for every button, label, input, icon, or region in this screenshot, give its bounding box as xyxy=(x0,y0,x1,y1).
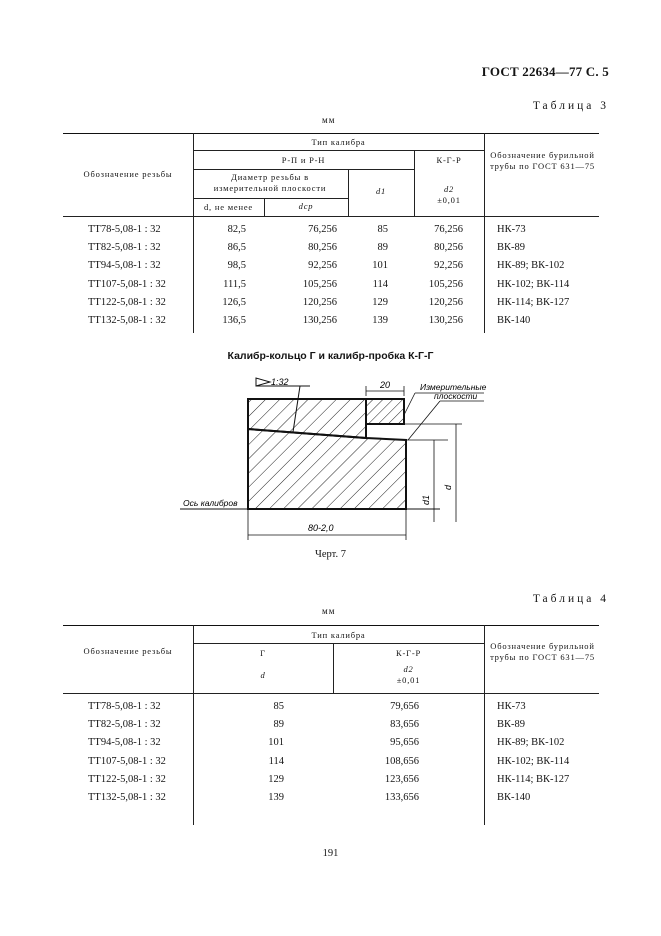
drawing-caption: Черт. 7 xyxy=(315,549,346,560)
table4-col-d2: d2 xyxy=(403,664,414,674)
thread-designation: ТТ94-5,08-1 : 32 xyxy=(88,737,161,749)
diameter-mean: 130,256 xyxy=(302,315,337,326)
diameter-d2: 108,656 xyxy=(384,755,419,767)
diameter-mean: 76,256 xyxy=(308,224,337,235)
table4-unit: мм xyxy=(322,606,336,616)
pipe-designation: НК-102; ВК-114 xyxy=(497,278,570,290)
diameter-mean: 92,256 xyxy=(308,260,337,272)
table4-col-gauge-type: Тип калибра xyxy=(311,630,366,640)
table4-top-rule xyxy=(63,625,599,626)
diameter-d: 89 xyxy=(273,719,284,731)
table3-col-d2: d2 xyxy=(443,184,455,194)
diameter-mean: 80,256 xyxy=(308,242,337,254)
table3-col-pipe: Обозначение бурильной трубы по ГОСТ 631—75 xyxy=(490,150,595,171)
table3-col-kgr: К-Г-Р xyxy=(436,155,462,165)
ring-gauge-step-section xyxy=(366,399,404,424)
table3-col-d-min: d, не менее xyxy=(204,202,253,212)
diameter-d2: 123,656 xyxy=(384,773,419,785)
diameter-d: 85 xyxy=(273,701,284,712)
thread-designation: ТТ82-5,08-1 : 32 xyxy=(88,719,161,731)
diameter-min: 126,5 xyxy=(222,296,246,308)
diameter-min: 136,5 xyxy=(222,315,246,326)
table4-col-d: d xyxy=(260,670,266,680)
thread-designation: ТТ78-5,08-1 : 32 xyxy=(88,701,161,712)
diameter-min: 82,5 xyxy=(227,224,246,235)
taper-label: 1:32 xyxy=(271,377,289,387)
pipe-designation: НК-73 xyxy=(497,224,526,235)
pipe-designation: ВК-140 xyxy=(497,315,531,326)
diameter-d2: 133,656 xyxy=(384,792,419,803)
table3-col-d-sr: dср xyxy=(298,201,314,211)
gauge-drawing xyxy=(0,370,661,560)
diameter-d1: 139 xyxy=(372,315,388,326)
thread-designation: ТТ132-5,08-1 : 32 xyxy=(88,792,166,803)
pipe-designation: ВК-89 xyxy=(497,242,526,254)
diameter-d: 101 xyxy=(268,737,284,749)
pipe-designation: НК-114; ВК-127 xyxy=(497,773,570,785)
thread-designation: ТТ94-5,08-1 : 32 xyxy=(88,260,161,272)
diameter-d1: 114 xyxy=(372,278,388,290)
diameter-d2: 80,256 xyxy=(434,242,463,254)
diameter-d2: 120,256 xyxy=(428,296,463,308)
table3-col-d1: d1 xyxy=(375,186,387,196)
table3-col-rp: Р-П и Р-Н xyxy=(281,155,326,165)
table4-caption: Таблица 4 xyxy=(532,593,609,605)
dimension-d: d xyxy=(443,484,453,490)
table4-col-pipe: Обозначение бурильной трубы по ГОСТ 631—75 xyxy=(490,641,595,662)
table4-header-rule xyxy=(63,693,599,694)
table4-rule xyxy=(193,643,484,644)
table3-col-diameter: Диаметр резьбы в измерительной плоскости xyxy=(213,172,327,193)
thread-designation: ТТ107-5,08-1 : 32 xyxy=(88,755,166,767)
diameter-d2: 95,656 xyxy=(390,737,419,749)
thread-designation: ТТ107-5,08-1 : 32 xyxy=(88,278,166,290)
table3-col-designation: Обозначение резьбы xyxy=(83,169,173,179)
dimension-d1: d1 xyxy=(421,494,431,505)
table4-col-d2-tol: ±0,01 xyxy=(396,675,421,685)
pipe-designation: НК-89; ВК-102 xyxy=(497,737,565,749)
diameter-d: 129 xyxy=(268,773,284,785)
diameter-min: 86,5 xyxy=(227,242,246,254)
pipe-designation: ВК-89 xyxy=(497,719,526,731)
table4-col-rule xyxy=(484,625,485,825)
table4-col-designation: Обозначение резьбы xyxy=(83,646,173,656)
diameter-d2: 79,656 xyxy=(390,701,419,712)
diameter-d1: 85 xyxy=(377,224,388,235)
drawing-title: Калибр-кольцо Г и калибр-пробка К-Г-Г xyxy=(227,350,434,362)
table3-col-rule xyxy=(484,133,485,333)
thread-designation: ТТ78-5,08-1 : 32 xyxy=(88,224,161,235)
axis-label: Ось калибров xyxy=(183,498,238,508)
table3-top-rule xyxy=(63,133,599,134)
table3-unit: мм xyxy=(322,115,336,125)
diameter-d1: 101 xyxy=(372,260,388,272)
pipe-designation: НК-114; ВК-127 xyxy=(497,296,570,308)
diameter-d: 139 xyxy=(268,792,284,803)
diameter-mean: 105,256 xyxy=(302,278,337,290)
diameter-d2: 105,256 xyxy=(428,278,463,290)
document-header: ГОСТ 22634—77 С. 5 xyxy=(481,64,609,79)
table3-header-rule xyxy=(63,216,599,217)
diameter-mean: 120,256 xyxy=(302,296,337,308)
table3-col-d2-tol: ±0,01 xyxy=(437,195,461,205)
table3-caption: Таблица 3 xyxy=(532,100,609,112)
taper-symbol xyxy=(256,378,270,386)
diameter-d2: 83,656 xyxy=(390,719,419,731)
table3-rule xyxy=(193,169,414,170)
diameter-d2: 130,256 xyxy=(428,315,463,326)
diameter-d2: 92,256 xyxy=(434,260,463,272)
thread-designation: ТТ82-5,08-1 : 32 xyxy=(88,242,161,254)
pipe-designation: НК-73 xyxy=(497,701,526,712)
pipe-designation: НК-89; ВК-102 xyxy=(497,260,565,272)
diameter-min: 98,5 xyxy=(227,260,246,272)
diameter-d: 114 xyxy=(268,755,284,767)
pipe-designation: НК-102; ВК-114 xyxy=(497,755,570,767)
dimension-20: 20 xyxy=(380,380,391,390)
diameter-d1: 89 xyxy=(377,242,388,254)
table3-rule xyxy=(193,198,348,199)
thread-designation: ТТ122-5,08-1 : 32 xyxy=(88,296,166,308)
page-number: 191 xyxy=(322,848,339,859)
table3-rule xyxy=(193,150,484,151)
pipe-designation: ВК-140 xyxy=(497,792,531,803)
plug-gauge-section xyxy=(248,429,406,509)
measuring-planes-label-1: Измерительные xyxy=(420,382,487,392)
measuring-planes-label-2: плоскости xyxy=(434,391,478,401)
table3-col-gauge-type: Тип калибра xyxy=(311,137,366,147)
thread-designation: ТТ122-5,08-1 : 32 xyxy=(88,773,166,785)
diameter-d2: 76,256 xyxy=(434,224,463,235)
table4-col-kgr: К-Г-Р xyxy=(396,648,421,658)
diameter-min: 111,5 xyxy=(223,278,246,290)
diameter-d1: 129 xyxy=(372,296,388,308)
dimension-length: 80-2,0 xyxy=(308,523,334,533)
table4-col-g: Г xyxy=(260,648,266,658)
thread-designation: ТТ132-5,08-1 : 32 xyxy=(88,315,166,326)
